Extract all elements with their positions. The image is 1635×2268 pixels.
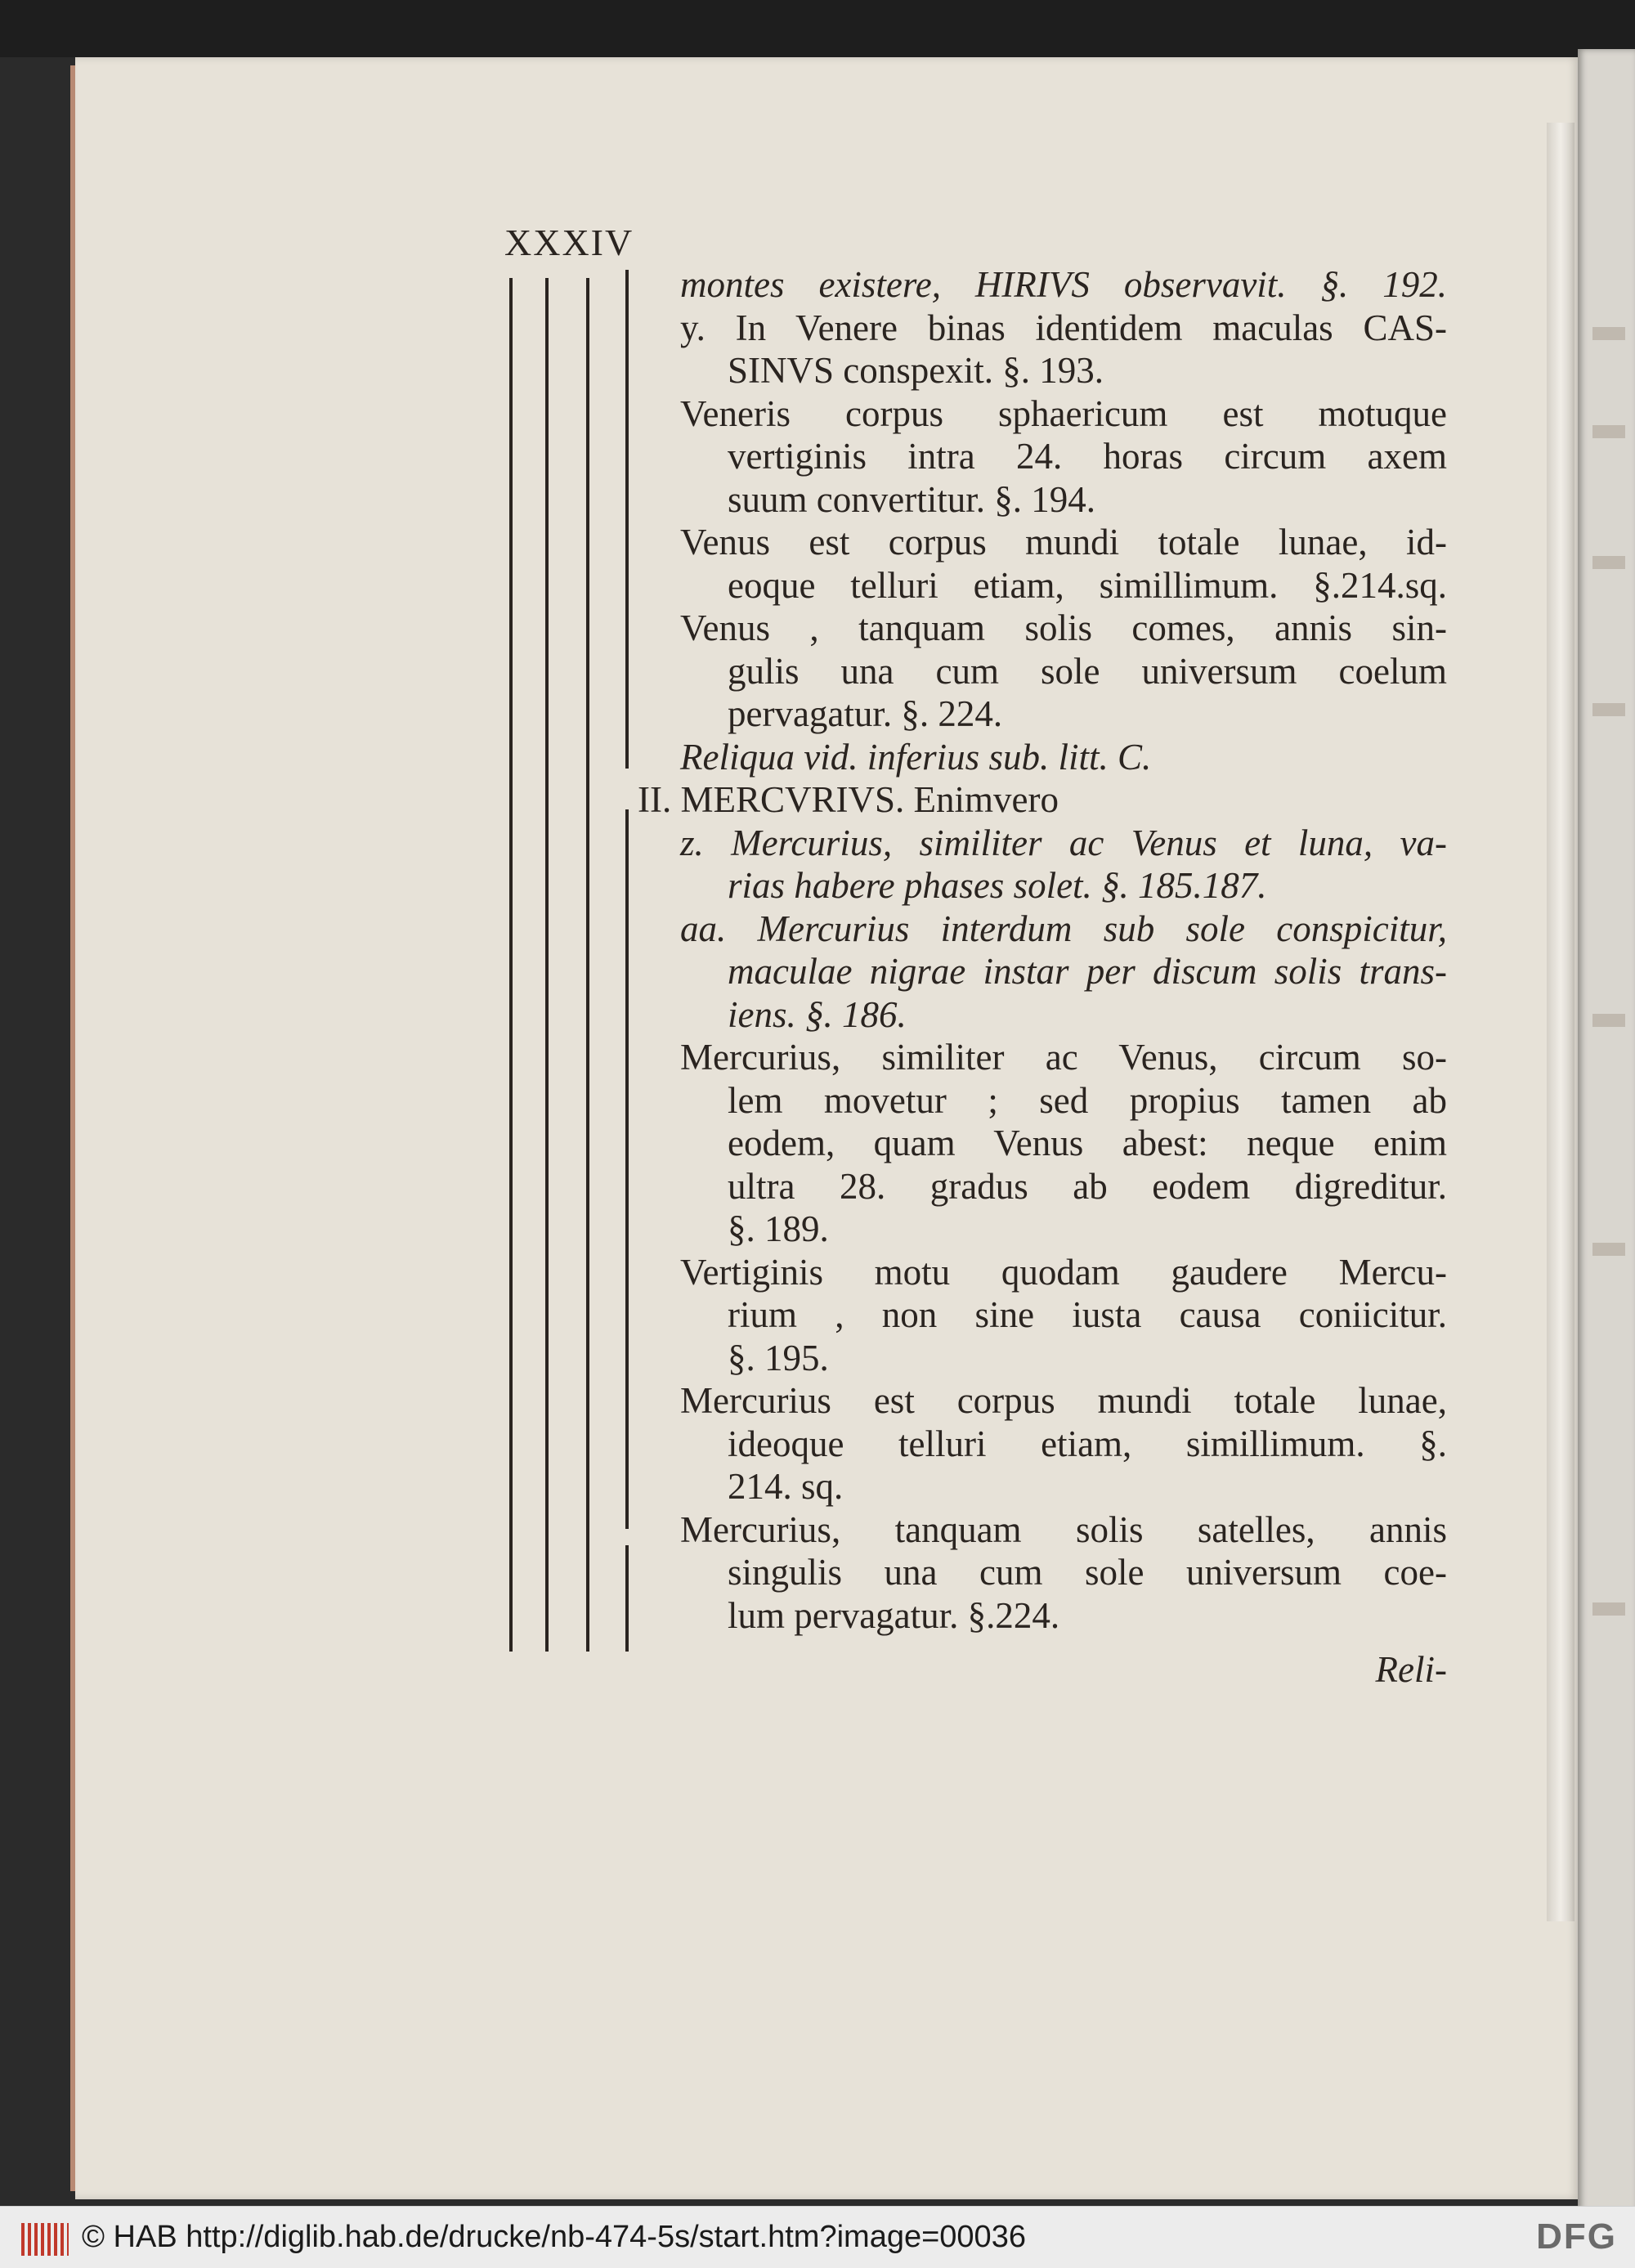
text-line: SINVS conspexit. §. 193. — [728, 350, 1104, 391]
next-page-edge — [1578, 49, 1635, 2216]
text-line: gulis una cum sole universum coelum — [728, 650, 1447, 692]
text-line: iens. §. 186. — [728, 993, 907, 1035]
text-line: Venus est corpus mundi totale lunae, id- — [680, 522, 1447, 563]
text-line: suum convertitur. §. 194. — [728, 478, 1095, 520]
scan-backdrop — [0, 0, 1635, 57]
footer-url[interactable]: © HAB http://diglib.hab.de/drucke/nb-474-5s/start.htm?image=00036 — [82, 2220, 1026, 2254]
text-line: aa. Mercurius interdum sub sole conspicitur, — [680, 908, 1447, 949]
text-line: rium , non sine iusta causa coniicitur. — [728, 1294, 1447, 1335]
text-line: eoque telluri etiam, simillimum. §.214.sq. — [728, 564, 1447, 606]
barcode-icon — [21, 2223, 69, 2256]
text-line: Mercurius, similiter ac Venus, circum so- — [680, 1037, 1447, 1078]
text-line: ultra 28. gradus ab eodem digreditur. — [728, 1165, 1447, 1207]
page-gutter — [1547, 123, 1575, 1921]
dfg-logo: DFG — [1536, 2216, 1617, 2257]
text-line: eodem, quam Venus abest: neque enim — [728, 1123, 1447, 1163]
page-number: XXXIV — [504, 222, 634, 263]
text-line: ideoque telluri etiam, simillimum. §. — [728, 1423, 1447, 1464]
text-line: pervagatur. §. 224. — [728, 693, 1003, 734]
text-line: §. 195. — [728, 1337, 829, 1378]
text-line: vertiginis intra 24. horas circum axem — [728, 436, 1447, 477]
text-line: lum pervagatur. §.224. — [728, 1594, 1060, 1636]
text-line: z. Mercurius, similiter ac Venus et luna, va- — [680, 822, 1447, 863]
text-line: §. 189. — [728, 1208, 829, 1249]
text-line: Vertiginis motu quodam gaudere Mercu- — [680, 1251, 1447, 1293]
text-line: 214. sq. — [728, 1466, 844, 1507]
text-line: lem movetur ; sed propius tamen ab — [728, 1079, 1447, 1121]
text-line: montes existere, HIRIVS observavit. §. 192. — [680, 264, 1447, 305]
footer-bar — [0, 2206, 1635, 2268]
text-line: Veneris corpus sphaericum est motuque — [680, 392, 1447, 434]
text-line: Reliqua vid. inferius sub. litt. C. — [680, 736, 1152, 778]
section-heading: II. MERCVRIVS. Enimvero — [638, 779, 1059, 820]
text-line: singulis una cum sole universum coe- — [728, 1552, 1447, 1593]
text-line: Mercurius est corpus mundi totale lunae, — [680, 1380, 1447, 1421]
text-line: y. In Venere binas identidem maculas CAS- — [680, 307, 1447, 348]
catchword: Reli- — [1375, 1649, 1447, 1690]
bracket-lines — [503, 270, 646, 1652]
text-line: rias habere phases solet. §. 185.187. — [728, 865, 1267, 906]
text-line: Mercurius, tanquam solis satelles, annis — [680, 1508, 1447, 1550]
page-text — [638, 263, 1447, 1692]
text-line: maculae nigrae instar per discum solis trans- — [728, 951, 1447, 992]
text-line: Venus , tanquam solis comes, annis sin- — [680, 607, 1447, 648]
